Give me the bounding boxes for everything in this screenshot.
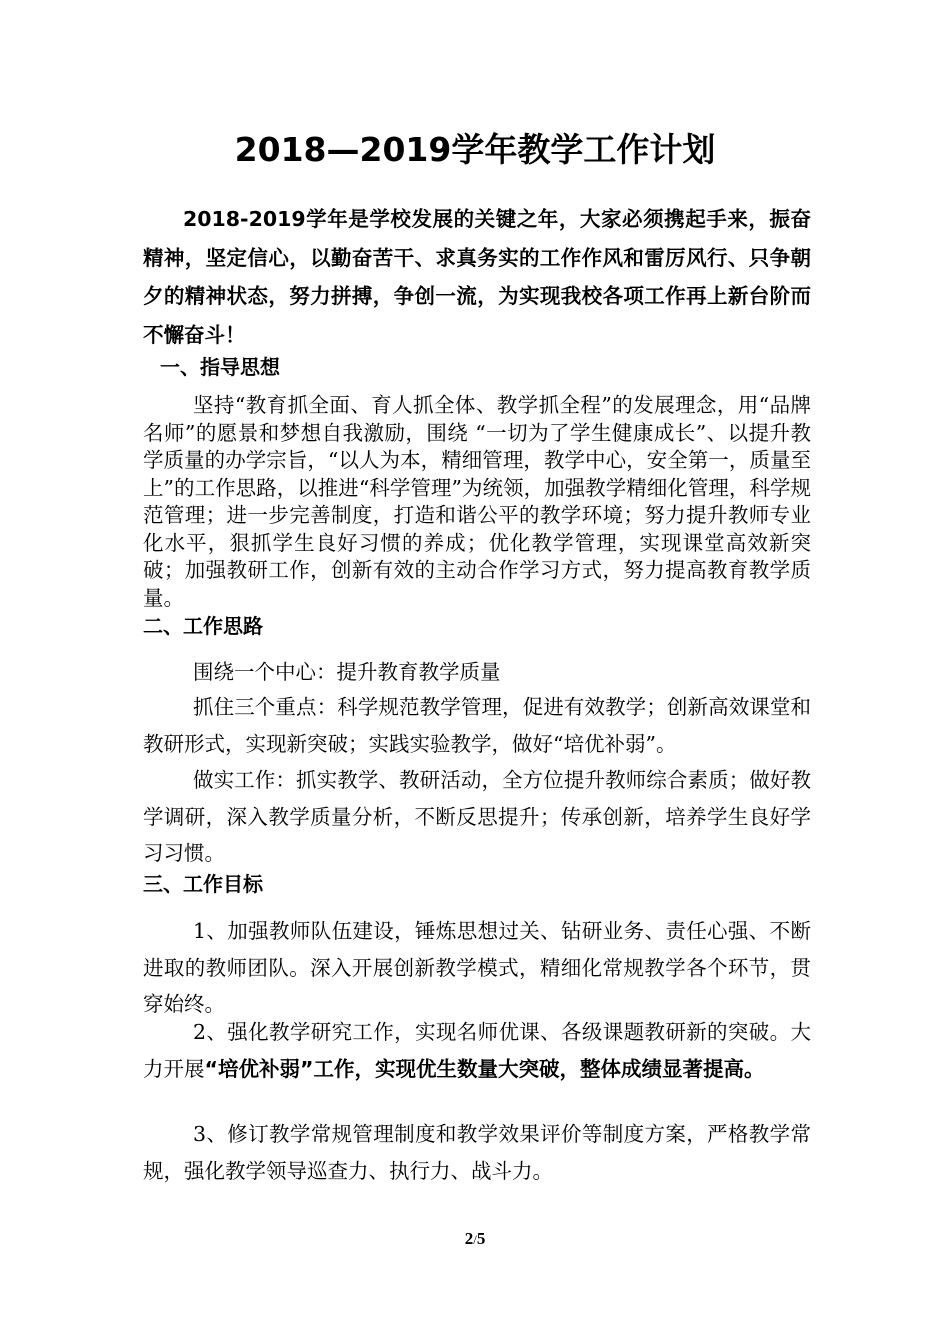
document-title: 2018—2019学年教学工作计划 [234,130,716,169]
intro-paragraph: 2018-2019学年是学校发展的关键之年，大家必须携起手来，振奋精神，坚定信心，以勤奋苦干、求真务实的工作作风和雷厉风行、只争朝夕的精神状态，努力拼搏，争创一流，为实现我校各项工作再上新台阶而不懈奋斗！ [143,207,811,347]
goal-2-regular-text: 2、强化教学研究工作，实现名师优课、各级课题教研新的突破。大力开展 [143,1020,811,1081]
section-heading-work-approach: 二、工作思路 [143,614,263,638]
total-page-count: 5 [476,1229,486,1248]
paragraph-goal-1: 1、加强教师队伍建设，锤炼思想过关、钻研业务、责任心强、不断进取的教师团队。深入开展创新教学模式，精细化常规教学各个环节，贯穿始终。 [143,919,811,1016]
page-separator: / [473,1232,477,1247]
paragraph-goal-2 [143,1014,811,1087]
paragraph-three-focuses: 抓住三个重点：科学规范教学管理，促进有效教学；创新高效课堂和教研形式，实现新突破；实践实验教学，做好“培优补弱”。 [143,695,811,756]
section-heading-guiding-ideology: 一、指导思想 [160,355,280,379]
goal-2-bold-text: “培优补弱”工作，实现优生数量大突破，整体成绩显著提高。 [204,1056,765,1081]
paragraph-solid-work: 做实工作：抓实教学、教研活动，全方位提升教师综合素质；做好教学调研，深入教学质量分析，不断反思提升；传承创新，培养学生良好学习习惯。 [143,768,811,865]
paragraph-one-center: 围绕一个中心：提升教育教学质量 [193,660,501,684]
paragraph-guiding-ideology: 坚持“教育抓全面、育人抓全体、教学抓全程”的发展理念，用“品牌名师”的愿景和梦想自我激励，围绕 “一切为了学生健康成长”、以提升教学质量的办学宗旨，“以人为本，精细管理，教学中心，安全第一，质量至上”的工作思路，以推进“科学管理”为统领，加强教学精细化管理，科学规范管理；进一步完善制度，打造和谐公平的教学环境；努力提升教师专业化水平，狠抓学生良好习惯的养成；优化教学管理，实现课堂高效新突破；加强教研工作，创新有效的主动合作学习方式，努力提高教育教学质量。 [143,393,811,610]
paragraph-goal-3: 3、修订教学常规管理制度和教学效果评价等制度方案，严格教学常规，强化教学领导巡查力、执行力、战斗力。 [143,1122,811,1183]
page-number [0,1228,950,1251]
section-heading-work-goals: 三、工作目标 [143,872,263,896]
current-page-number: 2 [464,1229,474,1248]
